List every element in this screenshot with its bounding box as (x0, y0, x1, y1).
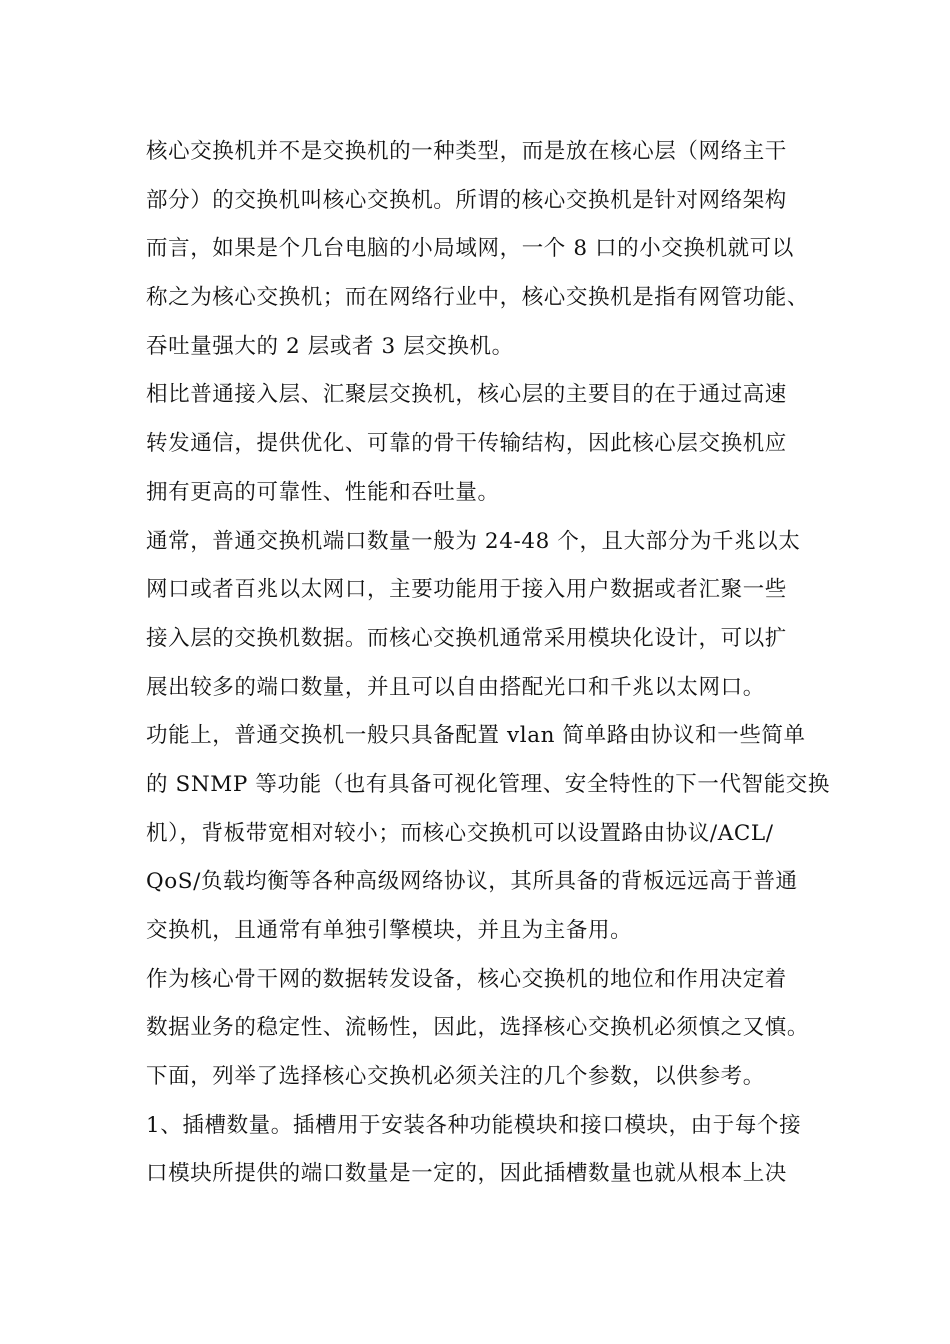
text-line: 部分）的交换机叫核心交换机。所谓的核心交换机是针对网络架构 (146, 187, 787, 213)
text-line: 作为核心骨干网的数据转发设备，核心交换机的地位和作用决定着 (146, 966, 787, 992)
paragraph-core-layer-purpose (146, 371, 826, 517)
paragraph-functions (146, 712, 830, 955)
text-line: 机），背板带宽相对较小；而核心交换机可以设置路由协议/ACL/ (146, 820, 774, 846)
paragraph-slot-count (146, 1102, 826, 1199)
text-line: 展出较多的端口数量，并且可以自由搭配光口和千兆以太网口。 (146, 674, 765, 700)
text-line: 1、插槽数量。插槽用于安装各种功能模块和接口模块，由于每个接 (146, 1112, 802, 1138)
text-line: 核心交换机并不是交换机的一种类型，而是放在核心层（网络主干 (146, 139, 787, 164)
text-line: 功能上，普通交换机一般只具备配置 vlan 简单路由协议和一些简单 (146, 723, 806, 749)
paragraph-port-count (146, 518, 826, 713)
text-line: 数据业务的稳定性、流畅性，因此，选择核心交换机必须慎之又慎。 (146, 1015, 810, 1041)
text-line: 拥有更高的可靠性、性能和吞吐量。 (146, 479, 500, 505)
text-line: 下面，列举了选择核心交换机必须关注的几个参数，以供参考。 (146, 1064, 765, 1090)
text-line: 交换机，且通常有单独引擎模块，并且为主备用。 (146, 918, 633, 943)
document-body (146, 128, 830, 1199)
text-line: 相比普通接入层、汇聚层交换机，核心层的主要目的在于通过高速 (146, 382, 787, 408)
text-line: 口模块所提供的端口数量是一定的，因此插槽数量也就从根本上决 (146, 1161, 787, 1187)
text-line: 转发通信，提供优化、可靠的骨干传输结构，因此核心层交换机应 (146, 431, 787, 457)
paragraph-core-switch-definition (146, 128, 826, 371)
text-line: 网口或者百兆以太网口，主要功能用于接入用户数据或者汇聚一些 (146, 577, 787, 603)
text-line: 称之为核心交换机；而在网络行业中，核心交换机是指有网管功能、 (146, 285, 810, 311)
text-line: 通常，普通交换机端口数量一般为 24-48 个，且大部分为千兆以太 (146, 528, 801, 554)
text-line: 吞吐量强大的 2 层或者 3 层交换机。 (146, 333, 514, 359)
text-line: 而言，如果是个几台电脑的小局域网，一个 8 口的小交换机就可以 (146, 236, 794, 262)
paragraph-selection-importance (146, 956, 826, 1102)
text-line: 的 SNMP 等功能（也有具备可视化管理、安全特性的下一代智能交换 (146, 771, 830, 797)
text-line: QoS/负载均衡等各种高级网络协议，其所具备的背板远远高于普通 (146, 869, 798, 895)
text-line: 接入层的交换机数据。而核心交换机通常采用模块化设计，可以扩 (146, 625, 787, 651)
